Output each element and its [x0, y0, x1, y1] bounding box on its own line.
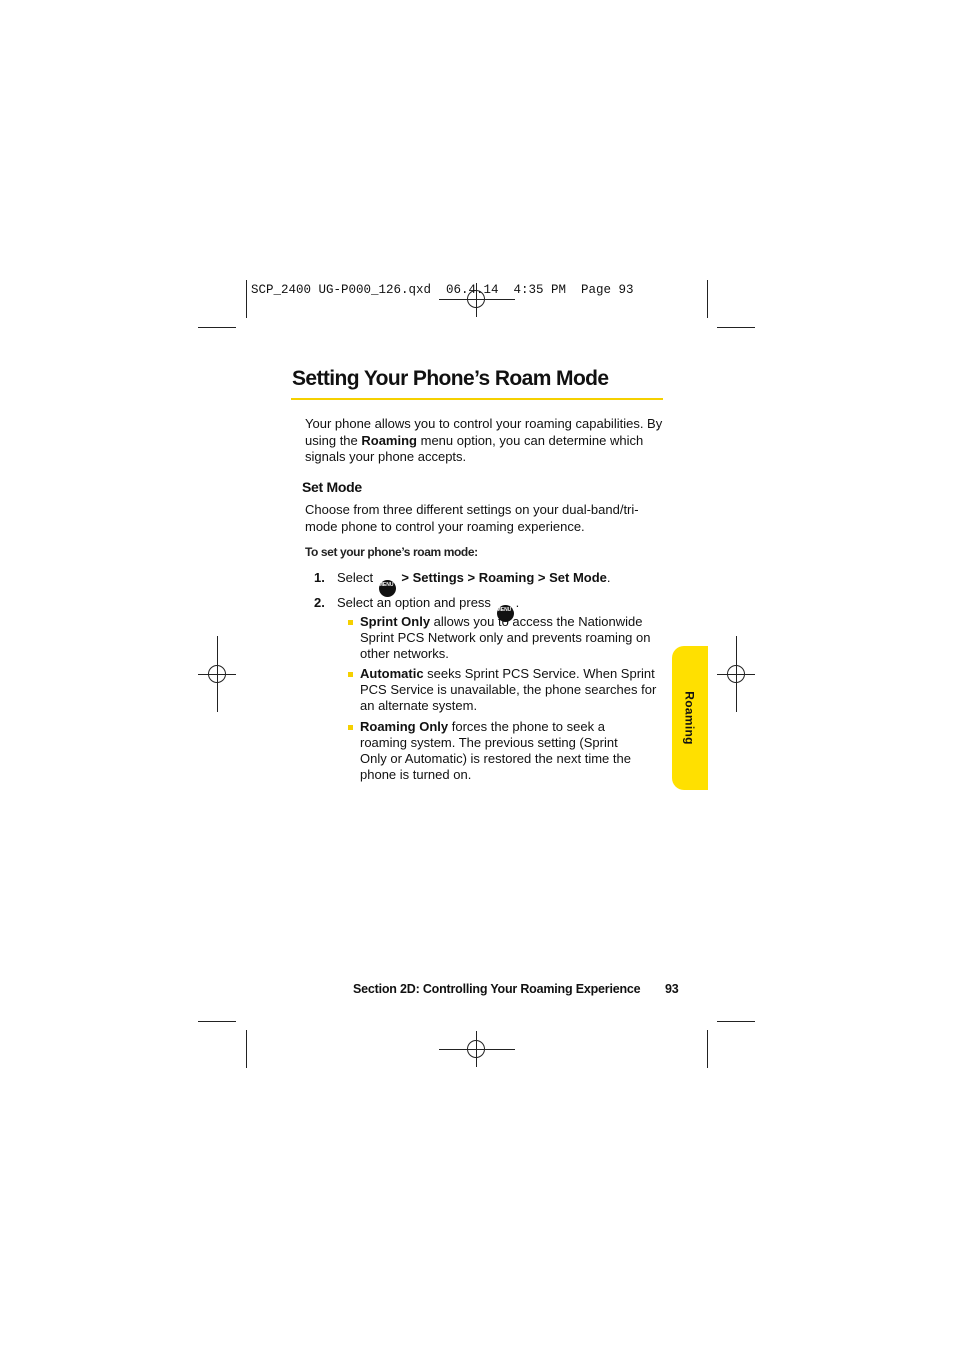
step-text: Select an option and press — [337, 595, 491, 610]
section-side-tab — [672, 646, 708, 790]
title-underline — [291, 398, 663, 400]
intro-text-after: menu option, you can determine which signals your phone accepts. — [305, 432, 644, 464]
option-description: forces the phone to seek a roaming system. The previous setting (Sprint Only or Automatic) is restored the next time the phone is turned on. — [360, 719, 631, 782]
option-name: Sprint Only — [360, 614, 431, 629]
menu-path: > Settings > Roaming > Set Mode — [401, 570, 607, 585]
print-slug: SCP_2400 UG-P000_126.qxd 06.4.14 4:35 PM Page 93 — [251, 283, 634, 297]
step-text: Select — [337, 570, 374, 585]
step-1 — [314, 569, 611, 597]
option-sprint-only — [348, 614, 658, 662]
intro-roaming-term: Roaming — [361, 432, 417, 448]
menu-ok-key-icon: MENU OK — [497, 605, 514, 622]
procedure-heading: To set your phone’s roam mode: — [305, 545, 478, 559]
bullet-square-icon — [348, 672, 353, 677]
side-tab-label: Roaming — [683, 691, 697, 745]
step-end: . — [606, 570, 611, 585]
option-description: seeks Sprint PCS Service. When Sprint PCS Service is unavailable, the phone searches for an alternate system. — [360, 666, 657, 713]
intro-paragraph — [305, 416, 670, 466]
option-description: allows you to access the Nationwide Sprint PCS Network only and prevents roaming on other networks. — [360, 614, 651, 661]
step-number: 1. — [314, 570, 325, 585]
footer-section-title: Section 2D: Controlling Your Roaming Experience — [353, 982, 641, 996]
option-name: Roaming Only — [360, 719, 449, 734]
intro-text-before: Your phone allows you to control your roaming capabilities. By using the — [305, 416, 663, 448]
subheading-set-mode: Set Mode — [302, 479, 362, 495]
option-roaming-only — [348, 719, 643, 783]
description-paragraph: Choose from three different settings on your dual-band/tri-mode phone to control your roaming experience. — [305, 502, 639, 534]
option-automatic — [348, 666, 658, 714]
menu-ok-key-icon: MENU OK — [379, 580, 396, 597]
bullet-square-icon — [348, 620, 353, 625]
option-name: Automatic — [360, 666, 424, 681]
bullet-square-icon — [348, 725, 353, 730]
step-number: 2. — [314, 595, 325, 610]
step-end: . — [515, 595, 520, 610]
page-title: Setting Your Phone’s Roam Mode — [292, 367, 609, 390]
footer-page-number: 93 — [665, 982, 679, 996]
